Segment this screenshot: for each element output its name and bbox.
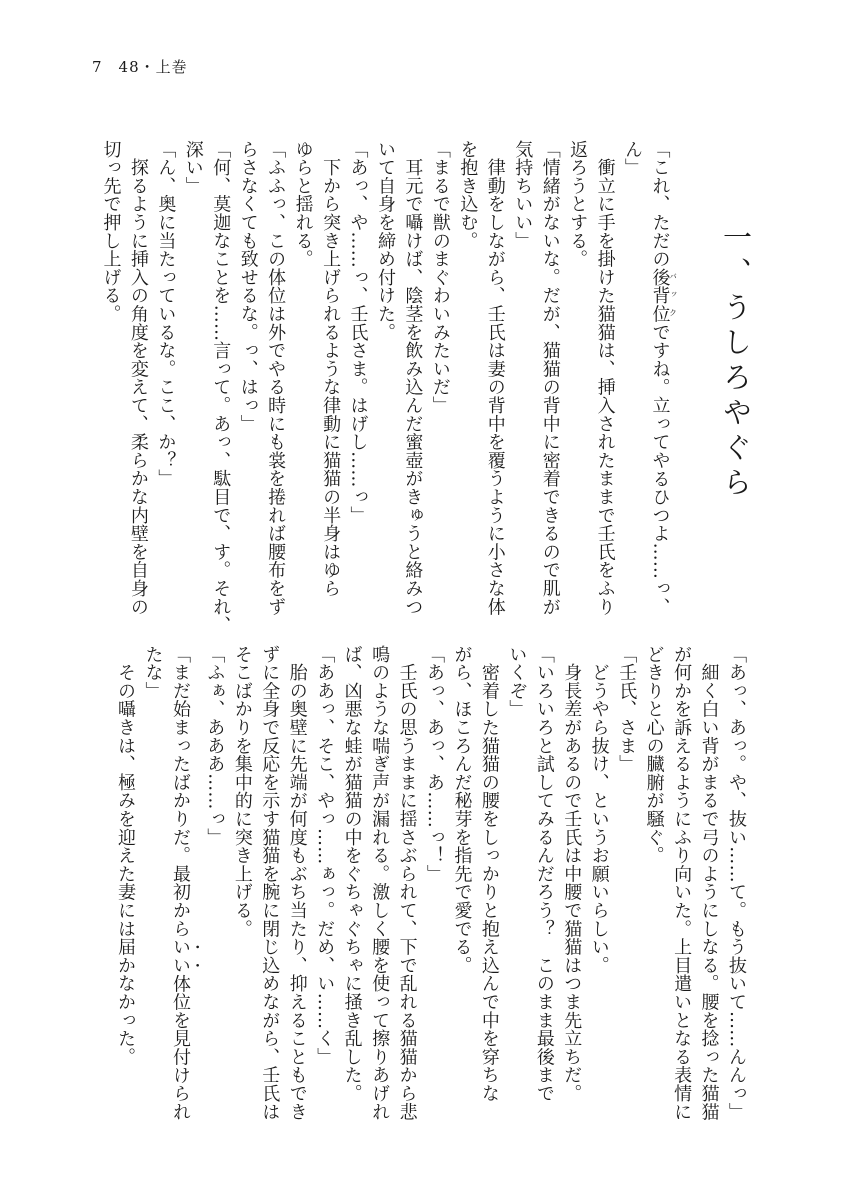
text-segment: 下から突き上げられるような律動に猫猫の半身はゆら [320,140,342,598]
page-folio: 7 48・上巻 [92,58,188,76]
text-segment: 密着した猫猫の腰をしっかりと抱え込んで中を穿ちな [478,645,500,1103]
text-segment: らさなくても致せるな。っ、はっ」 [237,140,259,433]
text-segment: を抱き込む。 [457,140,479,250]
text-column [179,140,206,634]
ruby-text [649,268,678,324]
text-segment: いくぞ」 [506,645,528,719]
text-column [619,140,646,634]
text-column [695,645,722,1121]
text-block-upper [97,140,677,634]
text-column [723,645,750,1121]
text-column [426,140,453,634]
text-column [139,645,166,1121]
text-column [97,140,124,634]
text-segment: 気持ちいい」 [512,140,534,250]
text-segment: 「ああっ、そこ、やっ……ぁっ。だめ、い……く」 [314,645,336,1066]
text-segment: 壬氏の思うままに揺さぶられて、下で乱れる猫猫から悲 [396,645,418,1121]
text-column [152,140,179,634]
text-segment: どきりと心の臓腑が騒ぐ。 [643,645,665,865]
text-segment: 「あっ、あっ。や、抜い……て。もう抜いて……んんっ」 [726,645,747,1121]
text-column [481,140,508,634]
text-column [530,645,557,1121]
text-segment: 「まだ始まったばかりだ。最初から [169,645,191,938]
text-segment: 「ん、奥に当たっているな。ここ、か？」 [155,140,177,488]
text-column [509,140,536,634]
text-column [503,645,530,1121]
text-column [646,140,677,634]
text-segment: ですね。立ってやるひつよ……っ、 [649,323,671,616]
text-segment: 胎の奥壁に先端が何度もぶち当たり、抑えることもでき [286,645,308,1121]
text-segment: ずに全身で反応を示す猫猫を腕に閉じ込めながら、壬氏は [259,645,281,1121]
text-segment: 「ふふっ、この体位は外でやる時にも裳を捲れば腰布をず [265,140,287,616]
text-block-lower [112,645,750,1121]
text-column [207,140,234,634]
text-column [393,645,420,1121]
chapter-heading: 一、うしろやぐら [719,222,753,502]
text-segment: 細く白い背がまるで弓のようにしなる。腰を捻った猫猫 [698,645,720,1121]
text-segment: いて自身を締め付けた。 [374,140,396,342]
text-column [399,140,426,634]
text-segment: 切っ先で押し上げる。 [100,140,122,323]
text-segment: そこばかりを集中的に突き上げる。 [231,645,253,938]
text-segment: 律動をしながら、壬氏は妻の背中を覆うように小さな体 [484,140,506,616]
text-segment: 衝立に手を掛けた猫猫は、挿入されたままで壬氏をふり [594,140,616,616]
text-column [585,645,612,1121]
ruby-annotation: バック [668,268,678,323]
text-segment: 「いろいろと試してみるんだろう？ このまま最後まで [533,645,555,1103]
text-column [475,645,502,1121]
text-column [668,645,695,1121]
text-segment: 探るように挿入の角度を変えて、柔らかな内壁を自身の [127,140,149,616]
text-column [124,140,151,634]
text-column [311,645,338,1121]
text-column [536,140,563,634]
text-segment: 深い」 [182,140,204,195]
text-segment: 耳元で囁けば、陰茎を飲み込んだ蜜壺がきゅうと絡みつ [402,140,424,616]
text-segment: 「まるで獣のまぐわいみたいだ」 [429,140,451,415]
ruby-base: 後背位 [649,268,671,324]
text-segment: 「情緒がないな。だが、猫猫の背中に密着できるので肌が [539,140,561,616]
text-segment: 「これ、ただの [649,140,671,269]
text-segment: その囁きは、極みを迎えた妻には届かなかった。 [115,645,137,1066]
text-column [613,645,640,1121]
text-segment: ば、凶悪な蛙が猫猫の中をぐちゃぐちゃに掻き乱した。 [341,645,363,1103]
emphasized-text: いい [169,937,191,975]
text-segment: がら、ほころんだ秘芽を指先で愛でる。 [451,645,473,975]
text-column [344,140,371,634]
text-column [201,645,228,1121]
text-segment: 身長差があるので壬氏は中腰で猫猫はつま先立ちだ。 [561,645,583,1103]
text-column [256,645,283,1121]
text-segment: 「あっ、あっ、あ……っ！」 [424,645,446,883]
text-column [366,645,393,1121]
text-column [289,140,316,634]
text-column [234,140,261,634]
text-segment: たな」 [142,645,164,700]
text-segment: 「何、莫迦なことを……言って。あっ、駄目で、す。それ、 [210,140,232,635]
text-segment: が何かを訴えるようにふり向いた。上目遣いとなる表情に [671,645,693,1121]
text-column [558,645,585,1121]
text-segment: 「壬氏、さま」 [616,645,638,774]
text-segment: 「ふぁ、あああ……っ」 [204,645,226,847]
text-column [166,645,200,1121]
text-column [317,140,344,634]
text-column [262,140,289,634]
text-column [564,140,591,634]
text-column [421,645,448,1121]
text-column [454,140,481,634]
text-column [112,645,139,1121]
text-segment: ん」 [622,140,644,177]
text-column [228,645,255,1121]
text-column [372,140,399,634]
text-segment: 「あっ、や……っ、壬氏さま。はげし……っ」 [347,140,369,525]
text-column [283,645,310,1121]
text-column [338,645,365,1121]
text-column [448,645,475,1121]
text-column [640,645,667,1121]
text-column [591,140,618,634]
text-segment: 体位を見付けられ [169,974,191,1121]
text-segment: どうやら抜け、というお願いらしい。 [588,645,610,975]
text-segment: 鳴のような喘ぎ声が漏れる。激しく腰を使って擦りあげれ [369,645,391,1121]
text-segment: ゆらと揺れる。 [292,140,314,269]
text-segment: 返ろうとする。 [567,140,589,269]
